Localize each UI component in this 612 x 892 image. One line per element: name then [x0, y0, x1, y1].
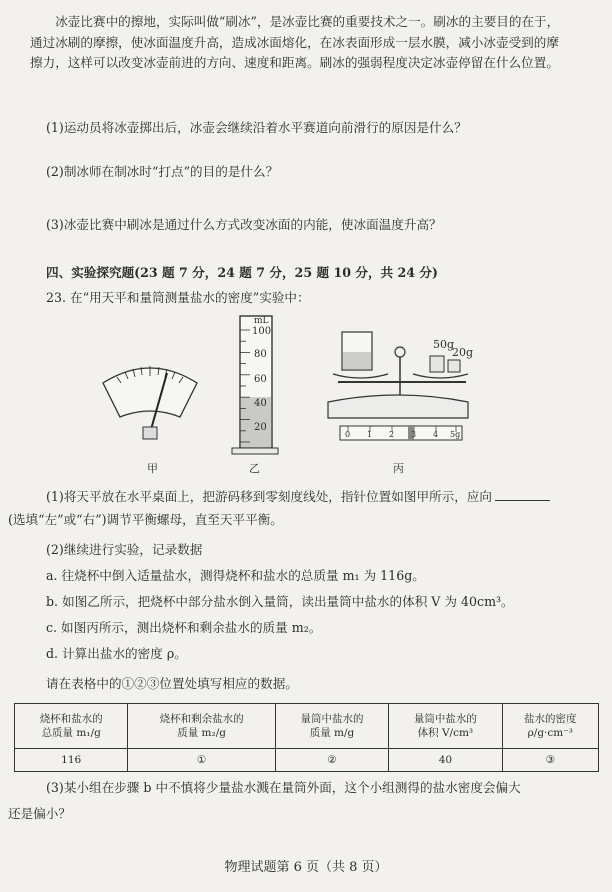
weight-50g: 50g: [433, 338, 455, 351]
rider-scale-1: 1: [367, 430, 373, 439]
step-a: a. 往烧杯中倒入适量盐水，测得烧杯和盐水的总质量 m₁ 为 116g。: [46, 568, 425, 583]
cell-m2-blank[interactable]: ①: [128, 749, 275, 772]
figure-jia-label: 甲: [147, 462, 158, 475]
cell-m1: 116: [15, 749, 128, 772]
page-footer: 物理试题第 6 页（共 8 页）: [224, 860, 388, 875]
header-v: 量筒中盐水的 体积 V/cm³: [389, 704, 502, 749]
cylinder-tick-60: 60: [254, 374, 267, 385]
cell-rho-blank[interactable]: ③: [502, 749, 598, 772]
question-1: (1)运动员将冰壶掷出后，冰壶会继续沿着水平赛道向前滑行的原因是什么？: [46, 120, 467, 135]
rider-scale-2: 2: [389, 430, 395, 439]
figure-jia-dial: [95, 355, 205, 445]
rider-scale-3: 3: [411, 430, 417, 439]
step-c: c. 如图丙所示，测出烧杯和剩余盐水的质量 m₂。: [46, 620, 322, 635]
cell-m-blank[interactable]: ②: [275, 749, 388, 772]
step-1-part-b: (选填“左”或“右”)调节平衡螺母，直至天平平衡。: [8, 512, 283, 527]
weight-20g: 20g: [452, 346, 474, 359]
step-b: b. 如图乙所示，把烧杯中部分盐水倒入量筒，读出量筒中盐水的体积 V 为 40cm³。: [46, 594, 514, 609]
step-d: d. 计算出盐水的密度 ρ。: [46, 646, 187, 661]
step-3-part-b: 还是偏小？: [8, 806, 71, 821]
data-table: [14, 703, 599, 772]
question-3: (3)冰壶比赛中刷冰是通过什么方式改变冰面的内能，使冰面温度升高？: [46, 217, 442, 232]
cylinder-tick-40: 40: [254, 398, 267, 409]
question-2: (2)制冰师在制冰时“打点”的目的是什么？: [46, 164, 279, 179]
step-1-part-a: [46, 488, 550, 505]
header-m: 量筒中盐水的 质量 m/g: [275, 704, 388, 749]
answer-blank[interactable]: [495, 488, 550, 501]
section-title: 四、实验探究题(23 题 7 分，24 题 7 分，25 题 10 分，共 24 分): [46, 265, 438, 280]
table-prompt: 请在表格中的①②③位置处填写相应的数据。: [46, 676, 298, 691]
rider-scale-5g: 5g: [450, 430, 461, 439]
rider-scale-4: 4: [433, 430, 439, 439]
rider-scale-0: 0: [345, 430, 351, 439]
header-m1: 烧杯和盐水的 总质量 m₁/g: [15, 704, 128, 749]
cylinder-unit: mL: [254, 316, 269, 326]
table-row: [15, 749, 599, 772]
cylinder-tick-100: 100: [252, 326, 272, 337]
table-header-row: [15, 704, 599, 749]
header-rho: 盐水的密度 ρ/g·cm⁻³: [502, 704, 598, 749]
header-m2: 烧杯和剩余盐水的 质量 m₂/g: [128, 704, 275, 749]
intro-paragraph: 冰壶比赛中的擦地，实际叫做“刷冰”，是冰壶比赛的重要技术之一。刷冰的主要目的在于，通过冰刷的摩擦，使冰面温度升高，造成冰面熔化，在冰表面形成一层水膜，减小冰壶受到的摩擦力，这样可以改变冰壶前进的方向、速度和距离。刷冰的强弱程度决定冰壶停留在什么位置。: [30, 14, 560, 70]
figure-yi-label: 乙: [249, 462, 260, 475]
figure-bing-label: 丙: [393, 462, 404, 475]
step-1-text: (1)将天平放在水平桌面上，把游码移到零刻度线处，指针位置如图甲所示，应向: [46, 489, 493, 504]
cylinder-tick-80: 80: [254, 349, 267, 360]
question-23-stem: 23. 在“用天平和量筒测量盐水的密度”实验中：: [46, 290, 310, 305]
step-2: (2)继续进行实验，记录数据: [46, 542, 203, 557]
step-3-part-a: (3)某小组在步骤 b 中不慎将少量盐水溅在量筒外面，这个小组测得的盐水密度会偏大: [46, 780, 521, 795]
cell-v: 40: [389, 749, 502, 772]
cylinder-tick-20: 20: [254, 422, 267, 433]
